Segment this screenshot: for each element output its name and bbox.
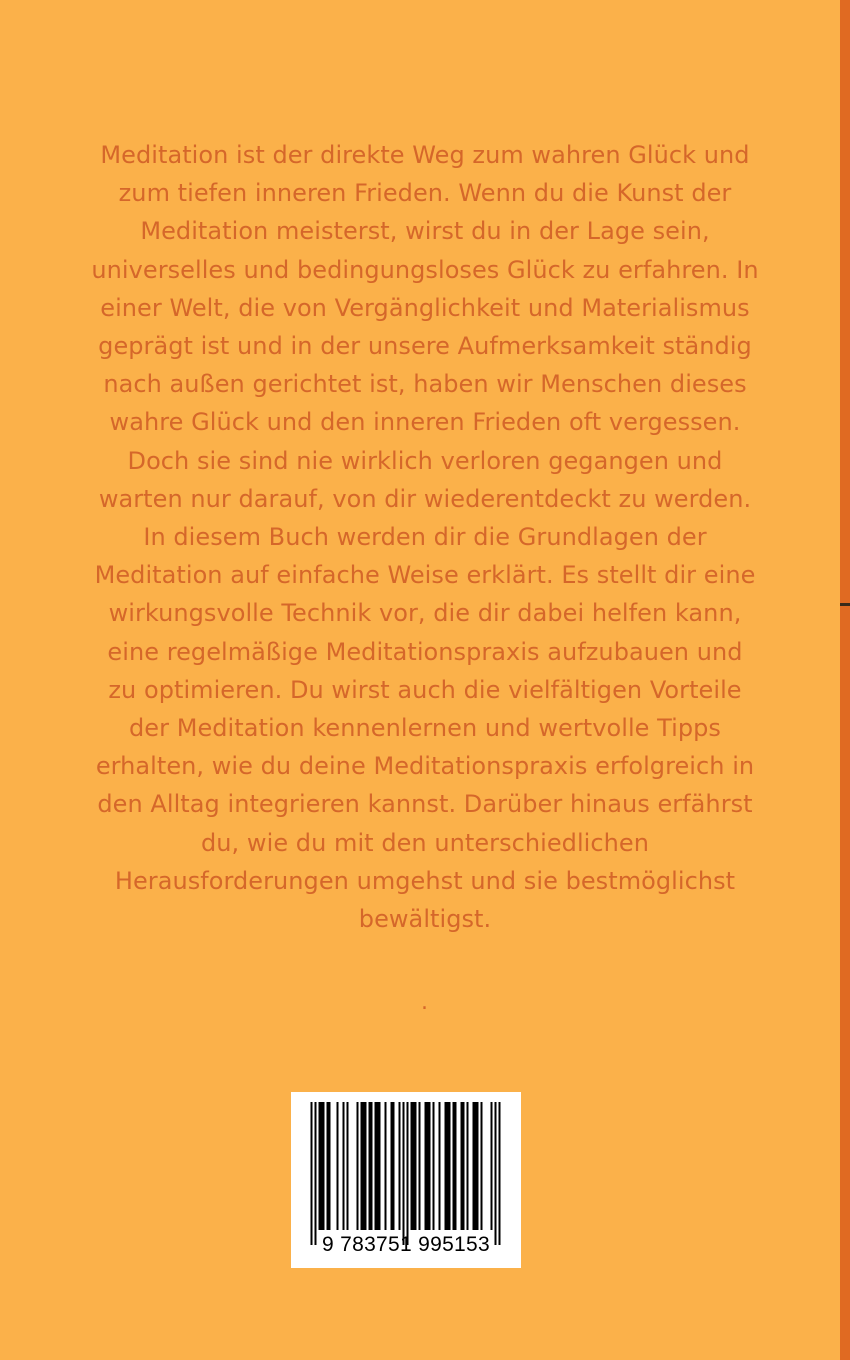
barcode-bar — [477, 1102, 479, 1230]
barcode-bar — [323, 1102, 325, 1230]
barcode-bar — [491, 1102, 493, 1230]
barcode-bar — [467, 1102, 469, 1230]
barcode-bar — [445, 1102, 447, 1230]
barcode-bar — [473, 1102, 475, 1230]
barcode-bar — [337, 1102, 339, 1230]
barcode-bar — [429, 1102, 431, 1230]
barcode-bar — [463, 1102, 465, 1230]
barcode-bar — [495, 1102, 497, 1245]
barcode-bar — [481, 1102, 483, 1230]
barcode-bar — [375, 1102, 377, 1230]
barcode-bar — [311, 1102, 313, 1245]
barcode-bar — [321, 1102, 323, 1230]
barcode-bar — [363, 1102, 365, 1230]
barcode-bar — [499, 1102, 501, 1245]
barcode-bar — [393, 1102, 395, 1230]
barcode-bar — [415, 1102, 417, 1230]
barcode-bar — [369, 1102, 371, 1230]
barcode-bar — [419, 1102, 421, 1230]
barcode-bar — [315, 1102, 317, 1245]
isbn-number: 9 783751 995153 — [322, 1233, 490, 1256]
barcode-bar — [413, 1102, 415, 1230]
barcode-bar — [391, 1102, 393, 1230]
barcode-bar — [407, 1102, 409, 1245]
blurb-text: Meditation ist der direkte Weg zum wahren Glück und zum tiefen inneren Frieden. Wenn du die Kunst der Meditation meisterst, wirst du in der Lage sein, universelles und bedingungsloses Glück zu erfahren. In einer Welt, die von Vergänglichkeit und Materialismus geprägt ist und in der unsere Aufmerksamkeit ständig nach außen gerichtet ist, haben wir Menschen dieses wahre Glück und den inneren Frieden oft vergessen. Doch sie sind nie wirklich verloren gegangen und warten nur darauf, von dir wiederentdeckt zu werden. In diesem Buch werden dir die Grundlagen der Meditation auf einfache Weise erklärt. Es stellt dir eine wirkungsvolle Technik vor, die dir dabei helfen kann, eine regelmäßige Meditationspraxis aufzubauen und zu optimieren. Du wirst auch die vielfältigen Vorteile der Meditation kennenlernen und wertvolle Tipps erhalten, wie du deine Meditationspraxis erfolgreich in den Alltag integrieren kannst. Darüber hinaus erfährst du, wie du mit den unterschiedlichen Herausforderungen umgehst und sie bestmöglichst bewältigst. — [91, 141, 759, 934]
barcode-bar — [427, 1102, 429, 1230]
barcode-bar — [357, 1102, 359, 1230]
barcode-bar — [453, 1102, 455, 1230]
barcode-bar — [461, 1102, 463, 1230]
spine-mark — [840, 603, 850, 606]
barcode-panel — [291, 1092, 521, 1268]
decorative-dot: . — [421, 990, 428, 1015]
barcode-bar — [343, 1102, 345, 1230]
barcode-bar — [447, 1102, 449, 1230]
barcode-bar — [385, 1102, 387, 1230]
barcode-bar — [377, 1102, 379, 1230]
barcode-bar — [475, 1102, 477, 1230]
barcode-bar — [319, 1102, 321, 1230]
barcode-bar — [439, 1102, 441, 1230]
barcode-bar — [347, 1102, 349, 1230]
barcode-bar — [399, 1102, 401, 1230]
barcode-bar — [379, 1102, 381, 1230]
spine-edge — [840, 0, 850, 1360]
barcode-bar — [455, 1102, 457, 1230]
barcode-bar — [371, 1102, 373, 1230]
barcode-bar — [365, 1102, 367, 1230]
barcode-bar — [329, 1102, 331, 1230]
barcode-bar — [433, 1102, 435, 1230]
barcode-bar — [403, 1102, 405, 1245]
barcode-bar — [327, 1102, 329, 1230]
barcode-bar — [411, 1102, 413, 1230]
barcode-bar — [361, 1102, 363, 1230]
barcode-bar — [425, 1102, 427, 1230]
barcode-bar — [449, 1102, 451, 1230]
